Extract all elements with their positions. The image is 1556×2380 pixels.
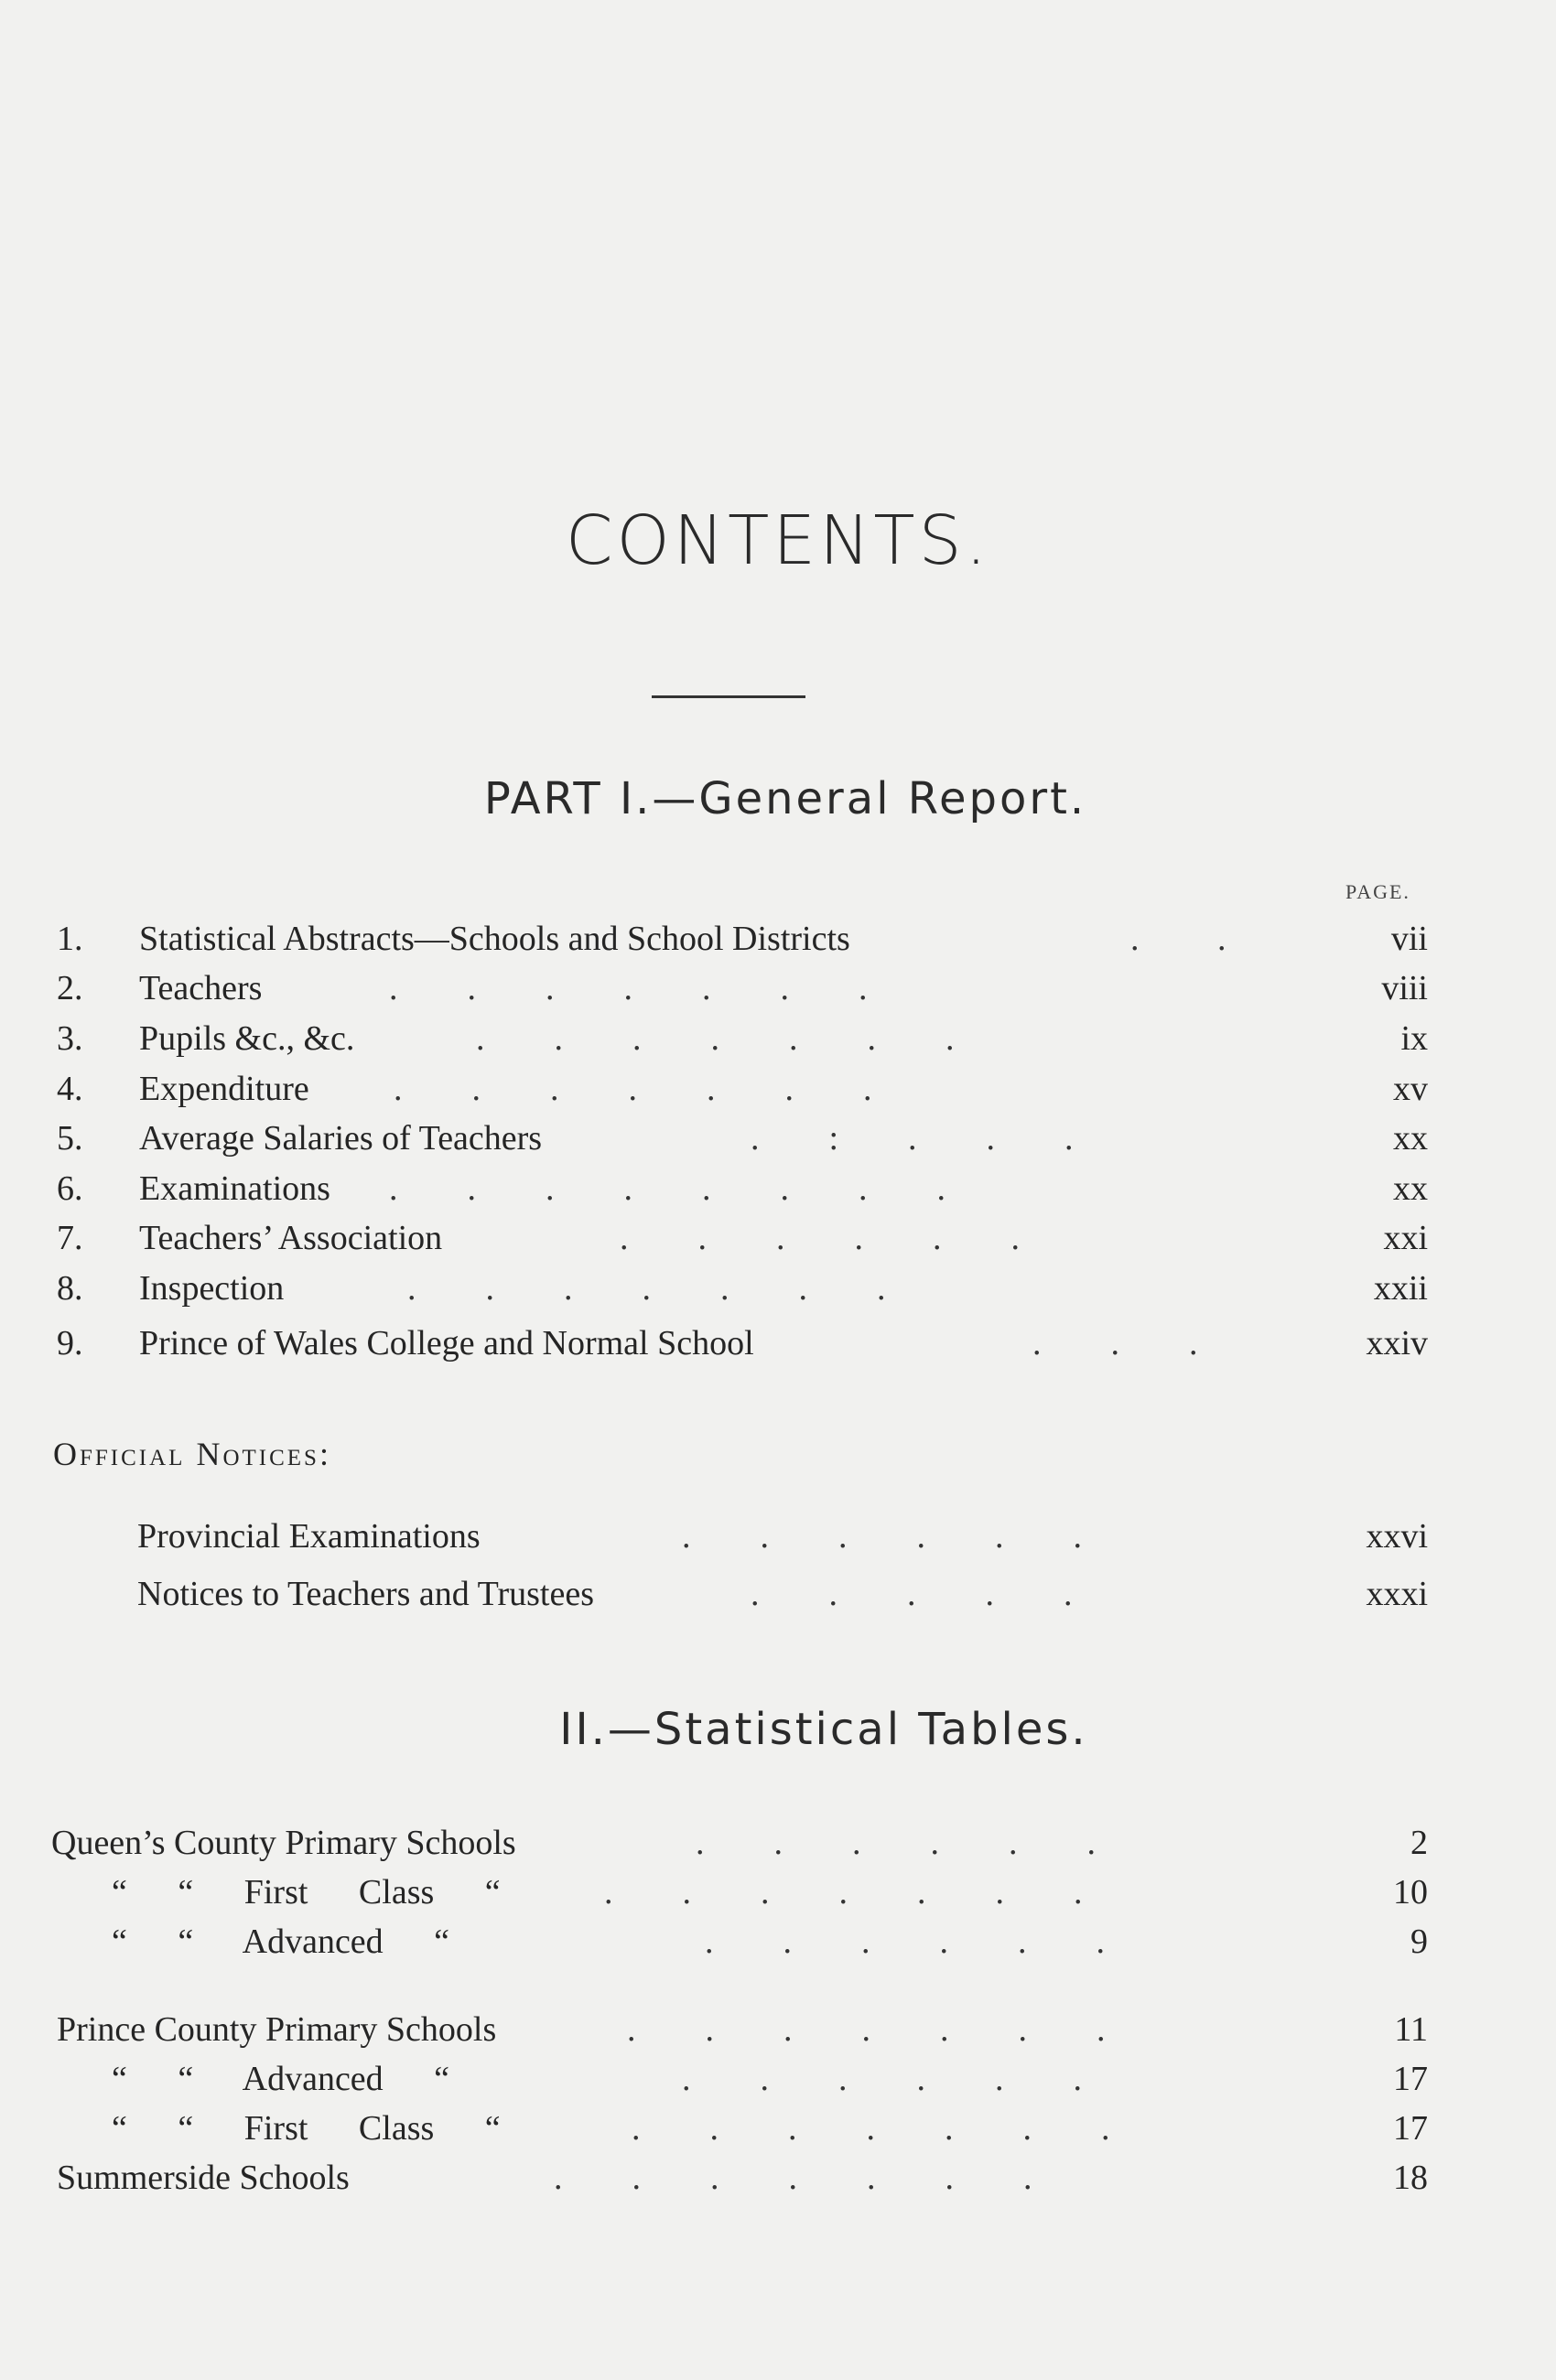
entry-label: “ “ First Class “	[112, 1873, 501, 1912]
toc-entry	[0, 1516, 1556, 1556]
entry-page: xv	[1393, 1070, 1428, 1108]
entry-label: Prince of Wales College and Normal School	[139, 1324, 754, 1362]
entry-label: “ “ First Class “	[112, 2109, 501, 2148]
entry-label: Teachers	[139, 969, 263, 1007]
toc-entry	[0, 2158, 1556, 2198]
entry-label: Pupils &c., &c.	[139, 1019, 355, 1058]
entry-label: Average Salaries of Teachers	[139, 1119, 543, 1158]
entry-label: Statistical Abstracts—Schools and School Districts	[139, 920, 850, 958]
leader-dots: . . . . .	[751, 1575, 1073, 1613]
toc-entry	[0, 2108, 1556, 2148]
entry-label: Examinations	[139, 1169, 330, 1208]
page-column-label: PAGE.	[1345, 880, 1410, 903]
entry-number: 5.	[57, 1119, 83, 1158]
entry-page: vii	[1390, 920, 1428, 958]
entry-page: xxiv	[1366, 1324, 1428, 1362]
leader-dots: . : . . .	[751, 1119, 1074, 1158]
entry-label: Prince County Primary Schools	[57, 2010, 497, 2049]
entry-label: Teachers’ Association	[139, 1219, 443, 1257]
toc-entry	[0, 1872, 1556, 1912]
leader-dots: . . . . . . .	[389, 969, 868, 1007]
leader-dots: . . . . . . .	[476, 1019, 955, 1058]
entry-page: xxxi	[1366, 1575, 1428, 1613]
official-notices-heading: Official Notices:	[53, 1436, 331, 1472]
toc-entry	[0, 968, 1556, 1008]
entry-page: 18	[1393, 2159, 1428, 2197]
leader-dots: . . . . . . .	[632, 2109, 1110, 2148]
part1-heading: PART I.—General Report.	[483, 773, 1087, 824]
entry-number: 9.	[57, 1324, 83, 1362]
entry-number: 1.	[57, 920, 83, 958]
entry-page: xx	[1393, 1169, 1428, 1208]
toc-entry	[0, 1323, 1556, 1363]
entry-page: xxii	[1373, 1269, 1428, 1308]
entry-label: “ “ Advanced “	[112, 2060, 450, 2098]
entry-page: xxvi	[1366, 1517, 1428, 1556]
entry-page: xxi	[1383, 1219, 1428, 1257]
title-rule	[652, 695, 805, 698]
leader-dots: . . . . . .	[682, 1517, 1082, 1556]
entry-label: “ “ Advanced “	[112, 1922, 450, 1961]
toc-entry	[0, 1118, 1556, 1158]
toc-entry	[0, 1922, 1556, 1962]
entry-page: 17	[1393, 2109, 1428, 2148]
toc-entry	[0, 919, 1556, 959]
toc-entry	[0, 1168, 1556, 1209]
toc-entry	[0, 1574, 1556, 1614]
leader-dots: . . . . . . .	[604, 1873, 1083, 1912]
entry-number: 7.	[57, 1219, 83, 1257]
leader-dots: . .	[1130, 920, 1226, 958]
leader-dots: . . . . . . .	[554, 2159, 1032, 2197]
entry-label: Notices to Teachers and Trustees	[137, 1575, 594, 1613]
entry-label: Expenditure	[139, 1070, 309, 1108]
entry-number: 8.	[57, 1269, 83, 1308]
toc-entry	[0, 2009, 1556, 2050]
leader-dots: . . . . . .	[705, 1922, 1105, 1961]
entry-page: 11	[1394, 2010, 1428, 2049]
toc-entry	[0, 2059, 1556, 2099]
entry-label: Queen’s County Primary Schools	[51, 1824, 516, 1862]
toc-entry	[0, 1218, 1556, 1258]
entry-page: 10	[1393, 1873, 1428, 1912]
part2-heading: II.—Statistical Tables.	[559, 1704, 1088, 1755]
entry-number: 6.	[57, 1169, 83, 1208]
entry-number: 2.	[57, 969, 83, 1007]
entry-page: 9	[1410, 1922, 1428, 1961]
leader-dots: . . . . . .	[620, 1219, 1020, 1257]
page-title: CONTENTS.	[565, 501, 991, 580]
toc-entry	[0, 1268, 1556, 1308]
leader-dots: . . . . . . . .	[389, 1169, 945, 1208]
entry-page: ix	[1400, 1019, 1428, 1058]
entry-page: 17	[1393, 2060, 1428, 2098]
leader-dots: . . . . . .	[696, 1824, 1096, 1862]
leader-dots: . . . . . . .	[394, 1070, 872, 1108]
entry-number: 3.	[57, 1019, 83, 1058]
entry-number: 4.	[57, 1070, 83, 1108]
leader-dots: . . .	[1032, 1324, 1198, 1362]
entry-label: Provincial Examinations	[137, 1517, 481, 1556]
leader-dots: . . . . . .	[682, 2060, 1082, 2098]
leader-dots: . . . . . . .	[407, 1269, 886, 1308]
entry-page: xx	[1393, 1119, 1428, 1158]
toc-entry	[0, 1018, 1556, 1059]
toc-entry	[0, 1823, 1556, 1863]
entry-page: viii	[1381, 969, 1428, 1007]
entry-label: Inspection	[139, 1269, 285, 1308]
entry-label: Summerside Schools	[57, 2159, 350, 2197]
leader-dots: . . . . . . .	[627, 2010, 1106, 2049]
toc-entry	[0, 1069, 1556, 1109]
entry-page: 2	[1410, 1824, 1428, 1862]
